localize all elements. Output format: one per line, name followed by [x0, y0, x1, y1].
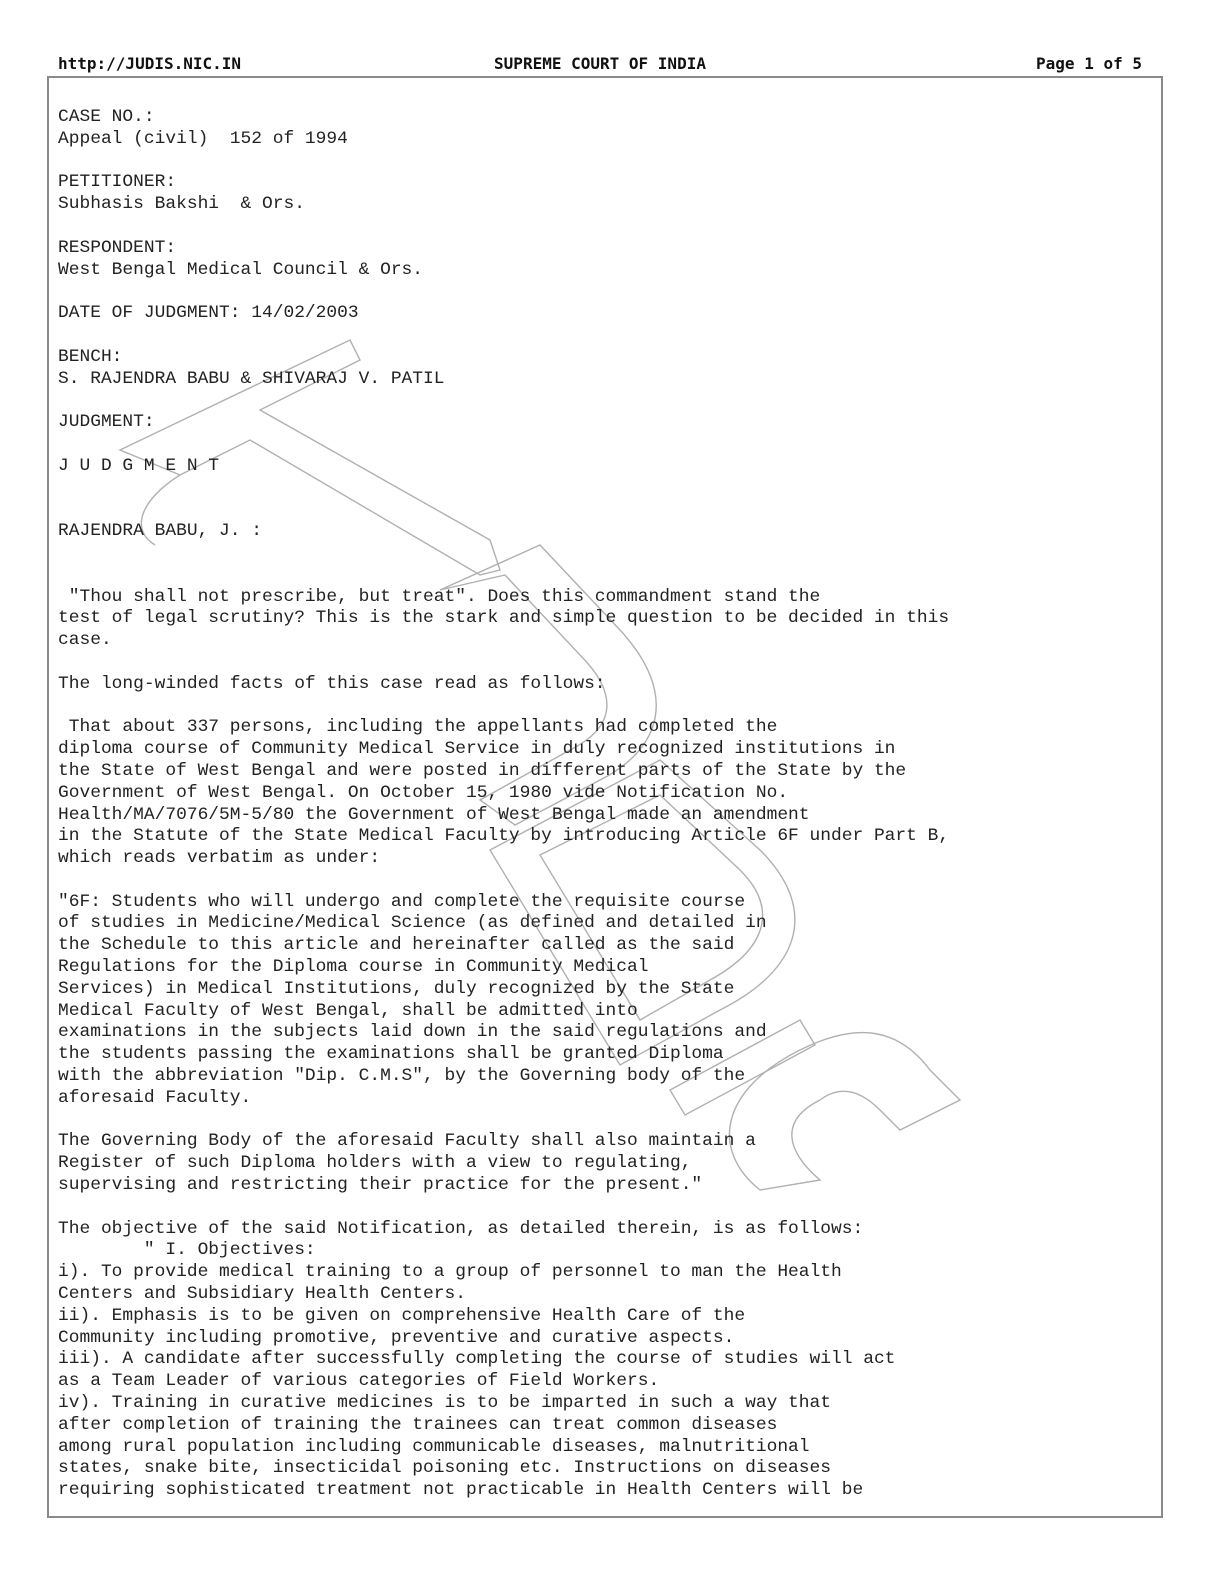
text-line: DATE OF JUDGMENT: 14/02/2003: [58, 303, 359, 324]
text-line: JUDGMENT:: [58, 412, 155, 433]
text-line: test of legal scrutiny? This is the stark and simple question to be decided in this: [58, 608, 950, 629]
text-line: PETITIONER:: [58, 172, 177, 193]
text-line: [58, 1197, 1153, 1219]
text-line: The long-winded facts of this case read as follows:: [58, 673, 606, 694]
text-line: case.: [58, 630, 112, 651]
text-line: Register of such Diploma holders with a view to regulating,: [58, 1153, 692, 1174]
page-header: [58, 54, 1142, 76]
text-line: [58, 1110, 1153, 1132]
text-line: [58, 870, 1153, 892]
text-line: Centers and Subsidiary Health Centers.: [58, 1284, 466, 1305]
judgment-text: [58, 107, 1153, 1502]
text-line: supervising and restricting their practice for the present.": [58, 1175, 703, 1196]
text-line: "6F: Students who will undergo and complete the requisite course: [58, 891, 746, 912]
text-line: West Bengal Medical Council & Ors.: [58, 259, 424, 280]
text-line: RAJENDRA BABU, J. :: [58, 521, 262, 542]
text-line: examinations in the subjects laid down in the said regulations and: [58, 1022, 767, 1043]
text-line: J U D G M E N T: [58, 455, 220, 476]
text-line: i). To provide medical training to a group of personnel to man the Health: [58, 1262, 842, 1283]
header-court-name: SUPREME COURT OF INDIA: [494, 54, 706, 73]
text-line: [58, 478, 1153, 500]
text-line: the State of West Bengal and were posted in different parts of the State by the: [58, 760, 907, 781]
text-line: Health/MA/7076/5M-5/80 the Government of West Bengal made an amendment: [58, 804, 810, 825]
text-line: [58, 543, 1153, 565]
text-line: [58, 151, 1153, 173]
text-line: iii). A candidate after successfully completing the course of studies will act: [58, 1349, 896, 1370]
text-line: Appeal (civil) 152 of 1994: [58, 128, 348, 149]
text-line: Government of West Bengal. On October 15, 1980 vide Notification No.: [58, 782, 789, 803]
text-line: Medical Faculty of West Bengal, shall be admitted into: [58, 1000, 638, 1021]
text-line: aforesaid Faculty.: [58, 1087, 252, 1108]
text-line: which reads verbatim as under:: [58, 848, 381, 869]
text-line: [58, 499, 1153, 521]
text-line: Subhasis Bakshi & Ors.: [58, 194, 305, 215]
text-line: [58, 434, 1153, 456]
text-line: [58, 565, 1153, 587]
text-line: RESPONDENT:: [58, 237, 177, 258]
text-line: " I. Objectives:: [58, 1240, 316, 1261]
text-line: Services) in Medical Institutions, duly recognized by the State: [58, 978, 735, 999]
text-line: as a Team Leader of various categories of Field Workers.: [58, 1371, 660, 1392]
text-line: Regulations for the Diploma course in Community Medical: [58, 957, 649, 978]
text-line: diploma course of Community Medical Service in duly recognized institutions in: [58, 739, 896, 760]
text-line: [58, 390, 1153, 412]
header-url: http://JUDIS.NIC.IN: [58, 54, 242, 73]
text-line: [58, 652, 1153, 674]
text-line: in the Statute of the State Medical Faculty by introducing Article 6F under Part B,: [58, 826, 950, 847]
text-line: That about 337 persons, including the appellants had completed the: [58, 717, 778, 738]
text-line: [58, 696, 1153, 718]
text-line: The objective of the said Notification, as detailed therein, is as follows:: [58, 1218, 864, 1239]
text-line: with the abbreviation "Dip. C.M.S", by the Governing body of the: [58, 1066, 746, 1087]
text-line: iv). Training in curative medicines is to be imparted in such a way that: [58, 1393, 832, 1414]
text-line: [58, 216, 1153, 238]
text-line: of studies in Medicine/Medical Science (as defined and detailed in: [58, 913, 767, 934]
text-line: Community including promotive, preventive and curative aspects.: [58, 1327, 735, 1348]
text-line: the Schedule to this article and hereinafter called as the said: [58, 935, 735, 956]
text-line: the students passing the examinations shall be granted Diploma: [58, 1044, 724, 1065]
text-line: [58, 281, 1153, 303]
text-line: [58, 325, 1153, 347]
text-line: ii). Emphasis is to be given on comprehensive Health Care of the: [58, 1305, 746, 1326]
header-page-number: Page 1 of 5: [1036, 54, 1142, 73]
text-line: states, snake bite, insecticidal poisoning etc. Instructions on diseases: [58, 1458, 832, 1479]
text-line: BENCH:: [58, 346, 123, 367]
text-line: S. RAJENDRA BABU & SHIVARAJ V. PATIL: [58, 368, 445, 389]
text-line: "Thou shall not prescribe, but treat". Does this commandment stand the: [58, 586, 821, 607]
text-line: among rural population including communicable diseases, malnutritional: [58, 1436, 810, 1457]
text-line: The Governing Body of the aforesaid Faculty shall also maintain a: [58, 1131, 756, 1152]
text-line: CASE NO.:: [58, 107, 155, 127]
text-line: after completion of training the trainees can treat common diseases: [58, 1414, 778, 1435]
text-line: requiring sophisticated treatment not practicable in Health Centers will be: [58, 1480, 864, 1501]
